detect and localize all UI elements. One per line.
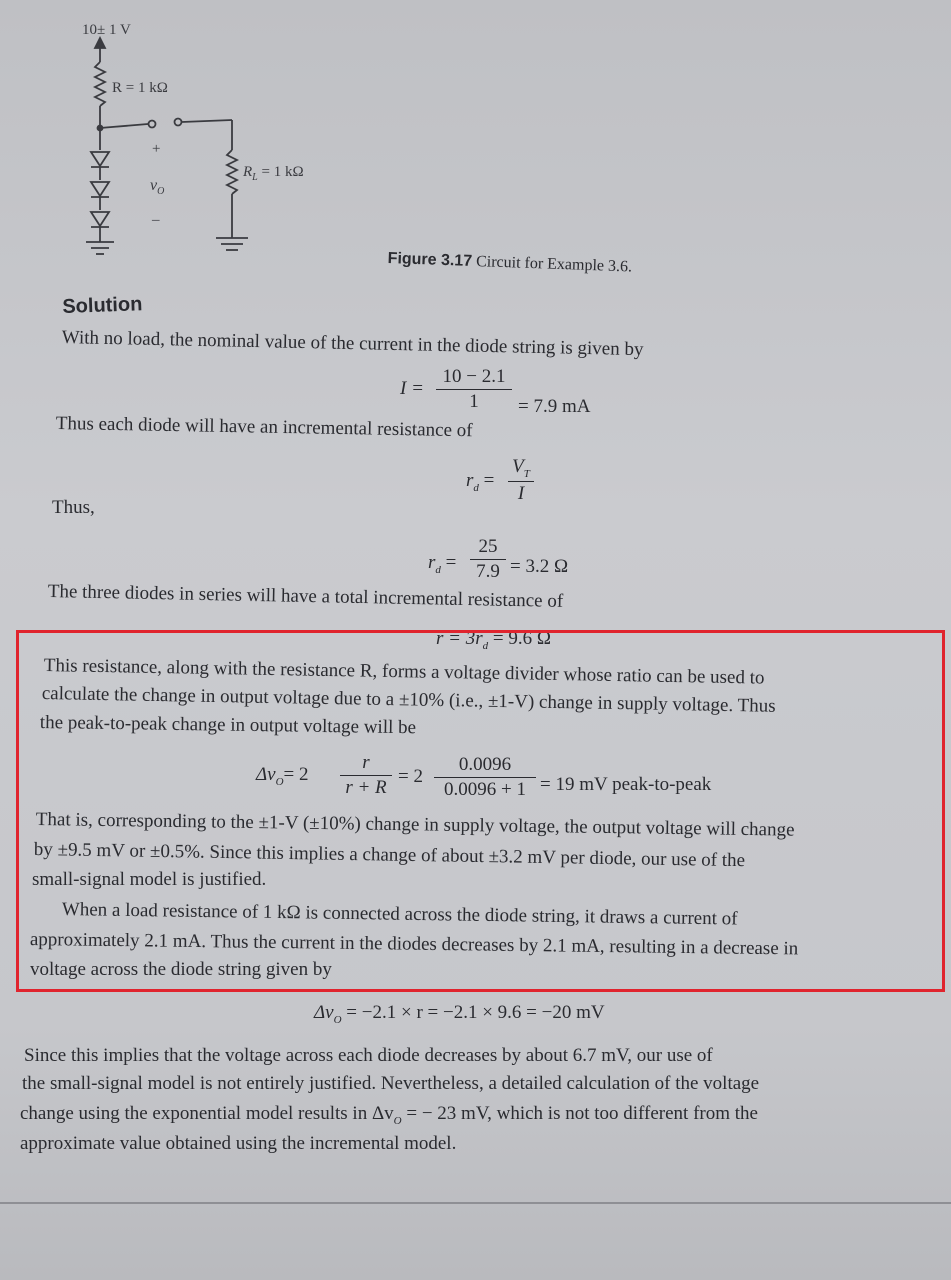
resistor-r [95, 62, 105, 106]
eq5-rhs: = 19 mV peak-to-peak [540, 774, 712, 795]
resistor-rl [227, 150, 237, 194]
minus-sign: – [152, 212, 160, 228]
r-label: R = 1 kΩ [112, 80, 168, 96]
rl-label: $R_L = 1$ kΩ [243, 164, 304, 183]
solution-line-2: Thus each diode will have an incremental resistance of [55, 413, 473, 442]
p3-line-2: approximately 2.1 mA. Thus the current in the diodes decreases by 2.1 mA, resulting in a decrease in [29, 929, 799, 960]
p3-line-3: voltage across the diode string given by [30, 959, 332, 980]
eq2-fraction [508, 456, 534, 505]
p1-line-3: the peak-to-peak change in output voltage will be [39, 712, 417, 739]
output-terminal-right [175, 119, 182, 126]
p2-line-3: small-signal model is justified. [32, 869, 267, 890]
eq2-lhs: $r_d$ = [466, 470, 495, 494]
diode-3 [91, 212, 109, 227]
wire-to-terminal [100, 124, 148, 128]
eq3-lhs: $r_d$ = [428, 552, 457, 576]
supply-label: 10± 1 V [82, 22, 131, 38]
after-line-1: Since this implies that the voltage across each diode decreases by about 6.7 mV, our use of [24, 1045, 713, 1066]
vo-label: $v_O$ [150, 177, 165, 197]
eq5-fraction-a [340, 752, 392, 799]
eq2-denominator: I [517, 482, 525, 504]
after-line-2: the small-signal model is not entirely justified. Nevertheless, a detailed calculation of the voltage [22, 1073, 760, 1094]
eq1-rhs: = 7.9 mA [518, 396, 591, 417]
eq5-denominator-b: 0.0096 + 1 [444, 779, 526, 800]
p2-line-2: by ±9.5 mV or ±0.5%. Since this implies a change of about ±3.2 mV per diode, our use of the [33, 839, 746, 872]
circuit-diagram [60, 0, 480, 290]
eq5-numerator-b: 0.0096 [458, 754, 512, 775]
eq5-fraction-b [434, 754, 536, 801]
solution-heading: Solution [62, 293, 143, 318]
eq2-numerator: $V_T$ [512, 456, 530, 480]
figure-caption-text: Circuit for Example 3.6. [475, 253, 633, 276]
eq5-lhs: $\Delta v_O= 2$ [256, 764, 309, 788]
figure-number: Figure 3.17 [387, 250, 473, 270]
solution-line-1: With no load, the nominal value of the current in the diode string is given by [61, 327, 644, 361]
after-line-3: change using the exponential model results in $\Delta v_O$ = − 23 mV, which is not too different from the [20, 1103, 758, 1127]
after-line-4: approximate value obtained using the incremental model. [20, 1133, 457, 1154]
p1-line-2: calculate the change in output voltage due to a ±10% (i.e., ±1-V) change in supply voltage. Thus [41, 683, 776, 717]
eq1-lhs: I = [400, 378, 424, 399]
output-terminal-left [149, 121, 156, 128]
plus-sign: + [152, 141, 161, 157]
eq3-denominator: 7.9 [476, 561, 500, 582]
eq4: $r = 3r_d = 9.6$ Ω [436, 628, 551, 652]
wire-to-load [182, 120, 232, 122]
p1-line-1: This resistance, along with the resistance R, forms a voltage divider whose ratio can be used to [43, 655, 765, 689]
page-bottom-rule [0, 1202, 951, 1204]
eq5-eq-b: = 2 [398, 766, 423, 787]
solution-line-3: The three diodes in series will have a total incremental resistance of [47, 581, 564, 612]
eq5-denominator-a: r + R [345, 777, 387, 798]
eq3-numerator: 25 [478, 536, 498, 557]
p3-line-1: When a load resistance of 1 kΩ is connected across the diode string, it draws a current of [61, 899, 738, 930]
eq1-fraction [436, 366, 512, 413]
eq3-rhs: = 3.2 Ω [510, 556, 569, 577]
diode-1 [91, 152, 109, 167]
supply-arrow-icon [95, 38, 105, 48]
eq1-denominator: 1 [469, 391, 479, 412]
diode-2 [91, 182, 109, 197]
thus-label: Thus, [52, 497, 95, 518]
eq6: $\Delta v_O = -2.1 \times r = -2.1 \times 9.6 = -20$ mV [314, 1002, 605, 1026]
eq1-numerator: 10 − 2.1 [442, 366, 506, 387]
eq5-numerator-a: r [362, 752, 370, 773]
p2-line-1: That is, corresponding to the ±1-V (±10%) change in supply voltage, the output voltage will change [35, 809, 795, 841]
eq3-fraction [470, 536, 506, 583]
